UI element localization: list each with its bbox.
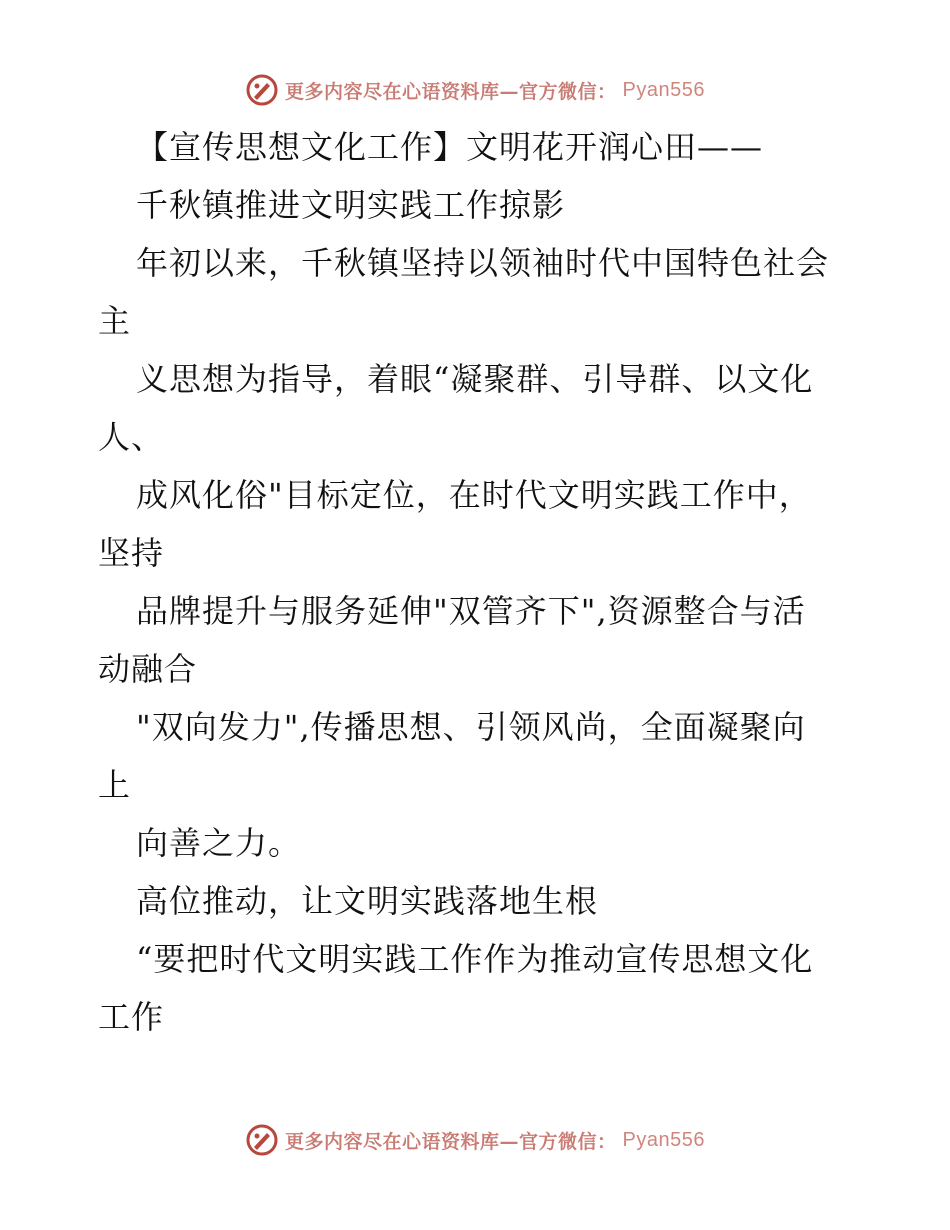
text-line: 品牌提升与服务延伸"双管齐下",资源整合与活 — [136, 592, 806, 630]
header-watermark — [0, 70, 950, 110]
text-line: 动融合 — [98, 650, 198, 688]
text-line: 千秋镇推进文明实践工作掠影 — [136, 186, 566, 224]
watermark-wechat-id: Pyan556 — [622, 1128, 705, 1151]
text-line: 坚持 — [98, 534, 165, 572]
text-line: 【宣传思想文化工作】文明花开润心田—— — [136, 128, 764, 166]
pen-logo-icon — [245, 1123, 279, 1157]
document-body — [98, 118, 868, 1046]
text-line: 主 — [98, 302, 132, 340]
pen-logo-icon — [245, 73, 279, 107]
text-line: 成风化俗"目标定位，在时代文明实践工作中， — [136, 476, 812, 514]
text-line: 义思想为指导，着眼“凝聚群、引导群、以文化 — [136, 360, 814, 398]
text-line: 高位推动，让文明实践落地生根 — [136, 882, 599, 920]
text-line: 年初以来，千秋镇坚持以领袖时代中国特色社会 — [136, 244, 830, 282]
text-line: 工作 — [98, 998, 165, 1036]
watermark-text: 更多内容尽在心语资料库—官方微信： — [285, 1130, 617, 1153]
text-line: "双向发力",传播思想、引领风尚，全面凝聚向 — [136, 708, 806, 746]
text-line: 上 — [98, 766, 132, 804]
watermark-wechat-id: Pyan556 — [622, 78, 705, 101]
footer-watermark — [0, 1120, 950, 1160]
text-line: “要把时代文明实践工作作为推动宣传思想文化 — [136, 940, 814, 978]
text-line: 向善之力。 — [136, 824, 302, 862]
text-line: 人、 — [98, 418, 165, 456]
watermark-text: 更多内容尽在心语资料库—官方微信： — [285, 80, 617, 103]
